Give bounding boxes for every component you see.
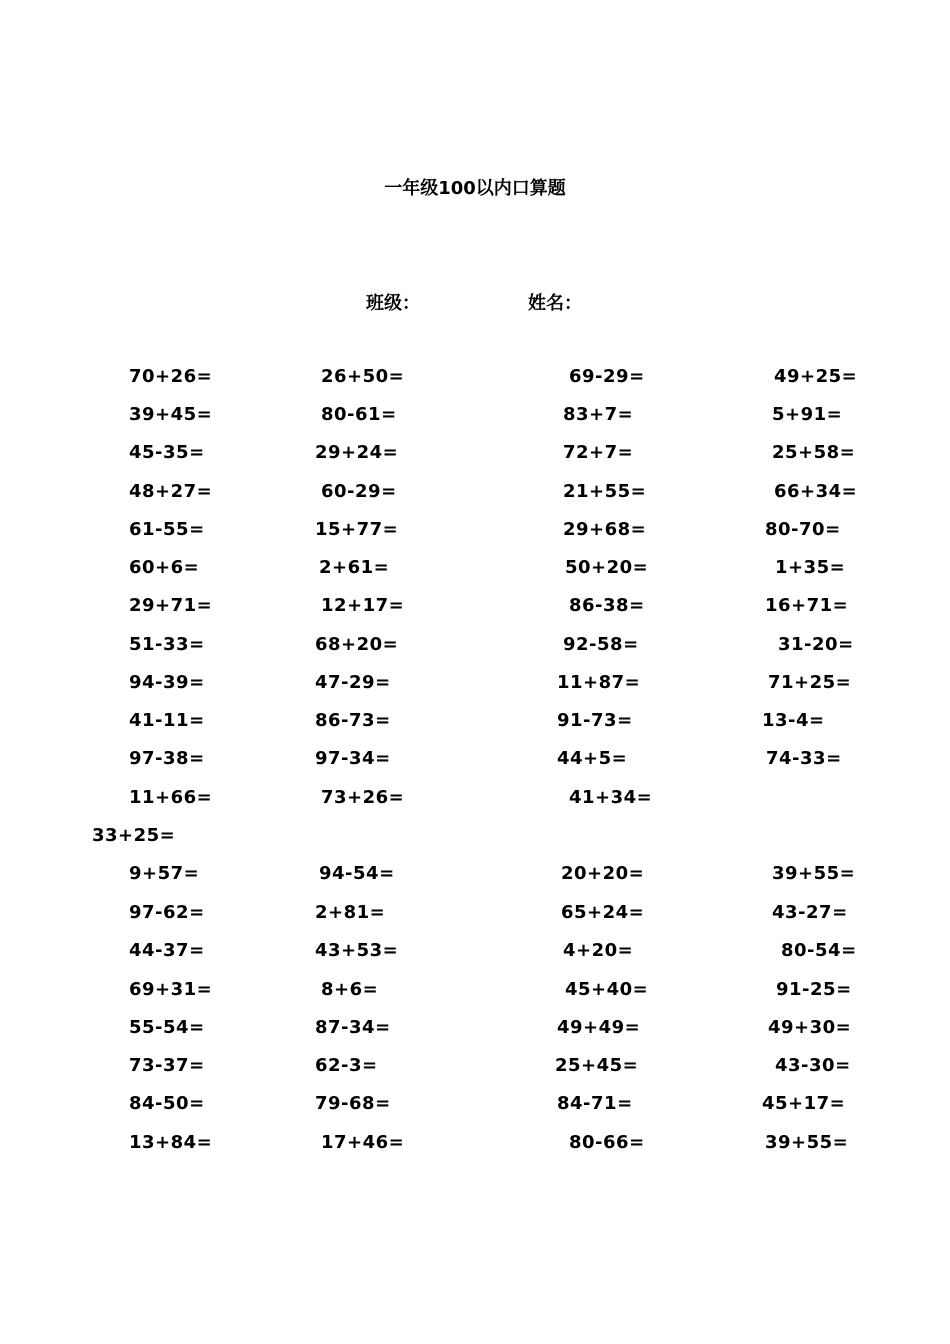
- problem-item: 80-61=: [321, 404, 397, 425]
- problem-item: 97-62=: [129, 902, 205, 923]
- problem-item: 39+55=: [772, 863, 856, 884]
- problem-item: 91-25=: [776, 979, 852, 1000]
- problem-item: 80-54=: [781, 940, 857, 961]
- problem-item: 51-33=: [129, 634, 205, 655]
- problem-item: 11+87=: [557, 672, 641, 693]
- problem-item: 44-37=: [129, 940, 205, 961]
- problem-item: 2+81=: [315, 902, 386, 923]
- problem-item: 92-58=: [563, 634, 639, 655]
- problem-item: 33+25=: [92, 825, 176, 846]
- problem-item: 39+55=: [765, 1132, 849, 1153]
- problem-item: 84-71=: [557, 1093, 633, 1114]
- problem-item: 41+34=: [569, 787, 653, 808]
- problem-item: 79-68=: [315, 1093, 391, 1114]
- problem-item: 25+58=: [772, 442, 856, 463]
- problem-item: 20+20=: [561, 863, 645, 884]
- page-title: 一年级100以内口算题: [384, 178, 566, 199]
- problem-item: 69-29=: [569, 366, 645, 387]
- problem-item: 60-29=: [321, 481, 397, 502]
- problem-item: 26+50=: [321, 366, 405, 387]
- problem-item: 91-73=: [557, 710, 633, 731]
- problem-item: 60+6=: [129, 557, 200, 578]
- problem-item: 80-70=: [765, 519, 841, 540]
- problem-item: 72+7=: [563, 442, 634, 463]
- problem-item: 73+26=: [321, 787, 405, 808]
- problem-item: 11+66=: [129, 787, 213, 808]
- problem-item: 73-37=: [129, 1055, 205, 1076]
- problem-item: 1+35=: [775, 557, 846, 578]
- problem-item: 49+30=: [768, 1017, 852, 1038]
- problem-item: 84-50=: [129, 1093, 205, 1114]
- problem-item: 41-11=: [129, 710, 205, 731]
- problem-item: 43-30=: [775, 1055, 851, 1076]
- problem-item: 12+17=: [321, 595, 405, 616]
- problem-item: 25+45=: [555, 1055, 639, 1076]
- problem-item: 31-20=: [778, 634, 854, 655]
- problem-item: 62-3=: [315, 1055, 378, 1076]
- problem-item: 45-35=: [129, 442, 205, 463]
- problem-item: 68+20=: [315, 634, 399, 655]
- problem-item: 15+77=: [315, 519, 399, 540]
- problem-item: 29+68=: [563, 519, 647, 540]
- problem-item: 65+24=: [561, 902, 645, 923]
- problem-item: 97-38=: [129, 748, 205, 769]
- problem-item: 80-66=: [569, 1132, 645, 1153]
- problem-item: 16+71=: [765, 595, 849, 616]
- problem-item: 44+5=: [557, 748, 628, 769]
- problem-item: 29+24=: [315, 442, 399, 463]
- problem-item: 83+7=: [563, 404, 634, 425]
- problem-item: 2+61=: [319, 557, 390, 578]
- problem-item: 97-34=: [315, 748, 391, 769]
- problem-item: 13+84=: [129, 1132, 213, 1153]
- problem-item: 55-54=: [129, 1017, 205, 1038]
- problem-item: 74-33=: [766, 748, 842, 769]
- problem-item: 70+26=: [129, 366, 213, 387]
- problem-item: 17+46=: [321, 1132, 405, 1153]
- problem-item: 13-4=: [762, 710, 825, 731]
- problem-item: 47-29=: [315, 672, 391, 693]
- problem-item: 49+25=: [774, 366, 858, 387]
- problem-item: 71+25=: [768, 672, 852, 693]
- problem-item: 43+53=: [315, 940, 399, 961]
- problem-item: 39+45=: [129, 404, 213, 425]
- problem-item: 66+34=: [774, 481, 858, 502]
- problem-item: 86-38=: [569, 595, 645, 616]
- problem-item: 94-54=: [319, 863, 395, 884]
- problem-item: 45+40=: [565, 979, 649, 1000]
- problem-item: 61-55=: [129, 519, 205, 540]
- problem-item: 8+6=: [321, 979, 379, 1000]
- class-label: 班级：: [366, 293, 420, 314]
- problem-item: 48+27=: [129, 481, 213, 502]
- problem-item: 5+91=: [772, 404, 843, 425]
- problem-item: 9+57=: [129, 863, 200, 884]
- problem-item: 4+20=: [563, 940, 634, 961]
- problem-item: 29+71=: [129, 595, 213, 616]
- problem-item: 21+55=: [563, 481, 647, 502]
- problem-item: 43-27=: [772, 902, 848, 923]
- problem-item: 69+31=: [129, 979, 213, 1000]
- problem-item: 49+49=: [557, 1017, 641, 1038]
- name-label: 姓名：: [528, 293, 582, 314]
- problem-item: 50+20=: [565, 557, 649, 578]
- problem-item: 45+17=: [762, 1093, 846, 1114]
- problem-item: 86-73=: [315, 710, 391, 731]
- problem-item: 87-34=: [315, 1017, 391, 1038]
- problem-item: 94-39=: [129, 672, 205, 693]
